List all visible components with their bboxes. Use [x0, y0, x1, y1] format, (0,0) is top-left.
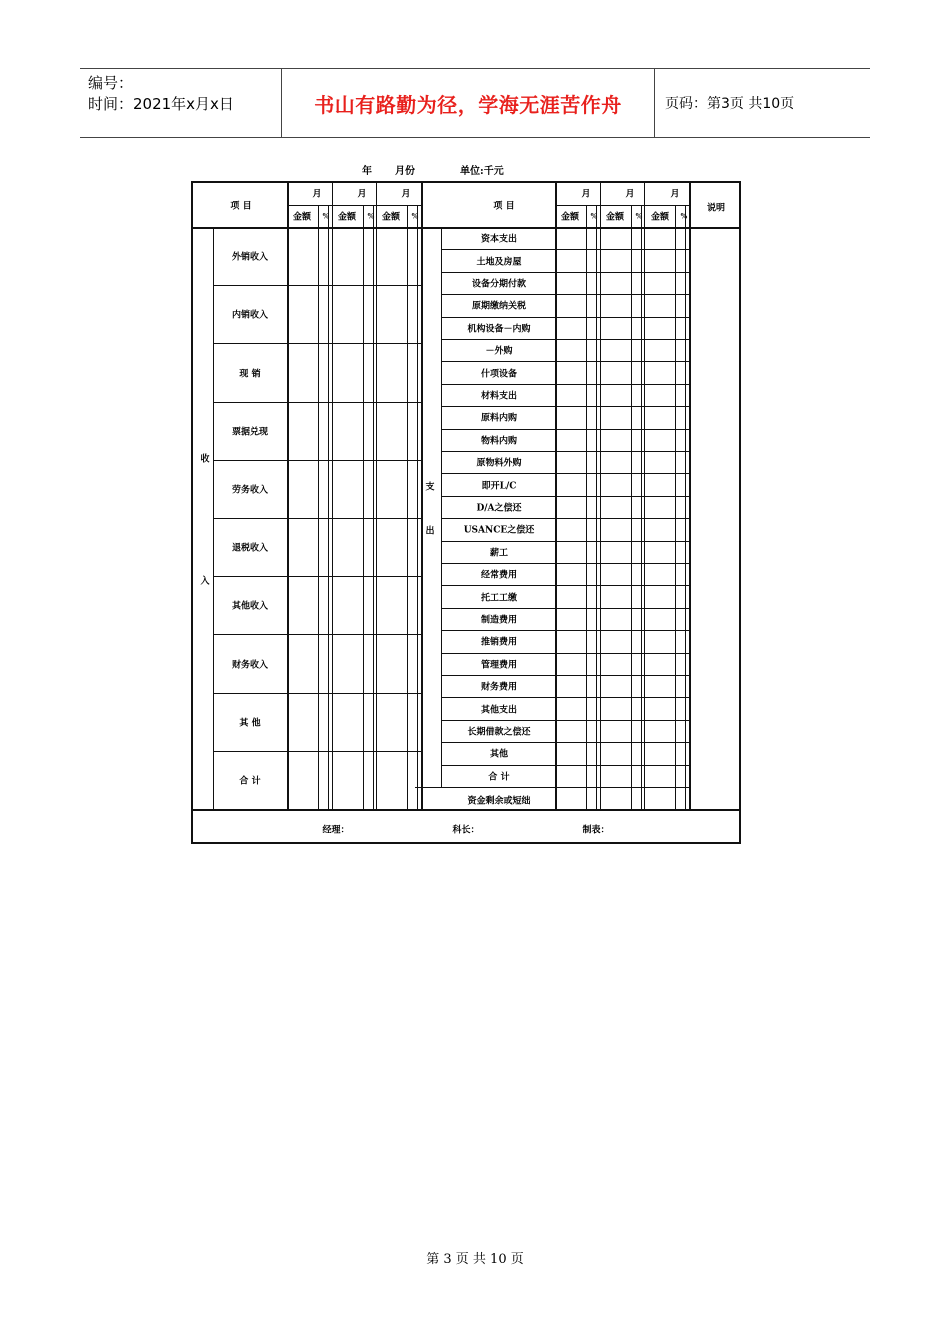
expense-item-header: 项 目	[493, 201, 515, 212]
grid-line	[441, 630, 689, 631]
expense-item-label: 物料内购	[480, 436, 518, 447]
grid-line	[596, 205, 597, 809]
grid-line	[213, 343, 421, 344]
grid-line	[213, 285, 421, 286]
grid-line	[441, 294, 689, 295]
grid-line	[441, 451, 689, 452]
expense-item-label: －外购	[485, 346, 513, 357]
grid-line	[441, 675, 689, 676]
grid-line	[441, 361, 689, 362]
expense-item-label: 机构设备－内购	[467, 324, 531, 335]
income-group-label: 收	[200, 454, 210, 465]
grid-line	[376, 183, 377, 809]
expense-item-label: 制造费用	[480, 615, 518, 626]
expense-item-label: 长期借款之偿还	[467, 727, 531, 738]
expense-item-label: 合 计	[488, 772, 510, 783]
income-item-label: 票据兑现	[231, 427, 269, 438]
grid-line	[318, 205, 319, 809]
grid-line	[441, 653, 689, 654]
income-item-label: 合 计	[239, 776, 261, 787]
grid-line	[441, 563, 689, 564]
grid-line	[441, 339, 689, 340]
period-year-label: 年	[362, 166, 372, 177]
time-label: 时间：2021年x月x日	[88, 95, 234, 113]
grid-line	[685, 205, 686, 809]
document-header	[80, 68, 870, 138]
expense-item-label: 原期缴纳关税	[471, 301, 527, 312]
grid-line	[441, 272, 689, 273]
grid-line	[586, 205, 587, 809]
grid-line	[213, 751, 421, 752]
grid-line	[213, 634, 421, 635]
grid-line	[441, 720, 689, 721]
grid-line	[328, 205, 329, 809]
grid-line	[421, 183, 423, 809]
expense-item-label: 经常费用	[480, 570, 518, 581]
balance-label: 资金剩余或短绌	[467, 796, 531, 807]
amount-header: 金额	[605, 212, 625, 223]
grid-line	[675, 205, 676, 809]
page-indicator: 页码：第3页 共10页	[665, 96, 795, 112]
grid-line	[213, 693, 421, 694]
grid-line	[441, 697, 689, 698]
month-header: 月	[670, 189, 680, 200]
header-meta	[88, 73, 234, 115]
grid-line	[441, 518, 689, 519]
unit-label: 单位:千元	[460, 166, 504, 177]
expense-item-label: D/A之偿还	[476, 503, 522, 514]
grid-line	[441, 429, 689, 430]
percent-header: %	[635, 211, 643, 221]
month-header: 月	[625, 189, 635, 200]
expense-group-label: 支	[425, 482, 435, 493]
grid-line	[213, 460, 421, 461]
amount-header: 金额	[337, 212, 357, 223]
month-header: 月	[581, 189, 591, 200]
income-group-label: 入	[200, 576, 210, 587]
percent-header: %	[322, 211, 330, 221]
income-item-label: 现 销	[239, 369, 261, 379]
income-item-label: 内销收入	[231, 310, 269, 321]
expense-item-label: 土地及房屋	[476, 257, 522, 268]
income-item-header: 项 目	[230, 201, 252, 212]
grid-line	[417, 205, 418, 809]
amount-header: 金额	[292, 212, 312, 223]
period-month-label: 月份	[395, 166, 415, 177]
grid-line	[415, 787, 689, 788]
grid-line	[213, 576, 421, 577]
month-header: 月	[312, 189, 322, 200]
expense-item-label: 设备分期付款	[471, 279, 527, 290]
serial-number-label: 编号：	[88, 74, 134, 92]
expense-item-label: 其他支出	[480, 705, 518, 716]
expense-item-label: 推销费用	[480, 637, 518, 648]
grid-line	[407, 205, 408, 809]
manager-signature-label: 经理：	[322, 825, 350, 836]
grid-line	[441, 227, 442, 787]
expense-item-label: 什项设备	[480, 369, 518, 380]
grid-line	[441, 406, 689, 407]
expense-item-label: 财务费用	[480, 682, 518, 693]
grid-line	[193, 809, 739, 811]
expense-item-label: 即开L/C	[481, 481, 517, 492]
month-header: 月	[357, 189, 367, 200]
expense-group-label: 出	[425, 526, 435, 537]
grid-line	[441, 608, 689, 609]
page-footer: 第 3 页 共 10 页	[426, 1252, 524, 1267]
grid-line	[441, 765, 689, 766]
percent-header: %	[367, 211, 375, 221]
grid-line	[213, 402, 421, 403]
grid-line	[287, 205, 421, 206]
income-item-label: 外销收入	[231, 252, 269, 263]
amount-header: 金额	[650, 212, 670, 223]
grid-line	[689, 183, 691, 809]
grid-line	[287, 183, 289, 809]
income-item-label: 劳务收入	[231, 485, 269, 496]
amount-header: 金额	[381, 212, 401, 223]
income-item-label: 其他收入	[231, 601, 269, 612]
preparer-signature-label: 制表：	[582, 825, 610, 836]
percent-header: %	[590, 211, 598, 221]
expense-item-label: 原物料外购	[476, 458, 522, 469]
expense-item-label: 原料内购	[480, 413, 518, 424]
expense-item-label: 材料支出	[480, 391, 518, 402]
amount-header: 金额	[560, 212, 580, 223]
grid-line	[441, 249, 689, 250]
income-item-label: 其 他	[239, 718, 261, 729]
cash-flow-form	[191, 181, 741, 844]
grid-line	[441, 473, 689, 474]
income-item-label: 财务收入	[231, 660, 269, 670]
grid-line	[441, 496, 689, 497]
grid-line	[441, 585, 689, 586]
note-header: 说明	[706, 203, 726, 214]
expense-item-label: 其他	[489, 749, 509, 760]
expense-item-label: 托工工缴	[480, 593, 518, 604]
header-divider	[654, 69, 655, 137]
grid-line	[363, 205, 364, 809]
expense-item-label: 管理费用	[480, 660, 518, 671]
grid-line	[441, 541, 689, 542]
expense-item-label: 资本支出	[480, 234, 518, 245]
expense-item-label: USANCE之偿还	[463, 525, 535, 536]
grid-line	[213, 518, 421, 519]
percent-header: %	[680, 211, 688, 221]
grid-line	[631, 205, 632, 809]
motto-text: 书山有路勤为径，学海无涯苦作舟	[314, 92, 622, 117]
grid-line	[441, 317, 689, 318]
grid-line	[193, 227, 739, 229]
grid-line	[373, 205, 374, 809]
percent-header: %	[411, 211, 419, 221]
grid-line	[441, 742, 689, 743]
grid-line	[332, 183, 333, 809]
section-chief-signature-label: 科长：	[452, 825, 480, 836]
grid-line	[641, 205, 642, 809]
month-header: 月	[401, 189, 411, 200]
expense-item-label: 薪工	[489, 548, 509, 559]
grid-line	[555, 205, 689, 206]
income-item-label: 退税收入	[231, 543, 269, 554]
grid-line	[441, 384, 689, 385]
